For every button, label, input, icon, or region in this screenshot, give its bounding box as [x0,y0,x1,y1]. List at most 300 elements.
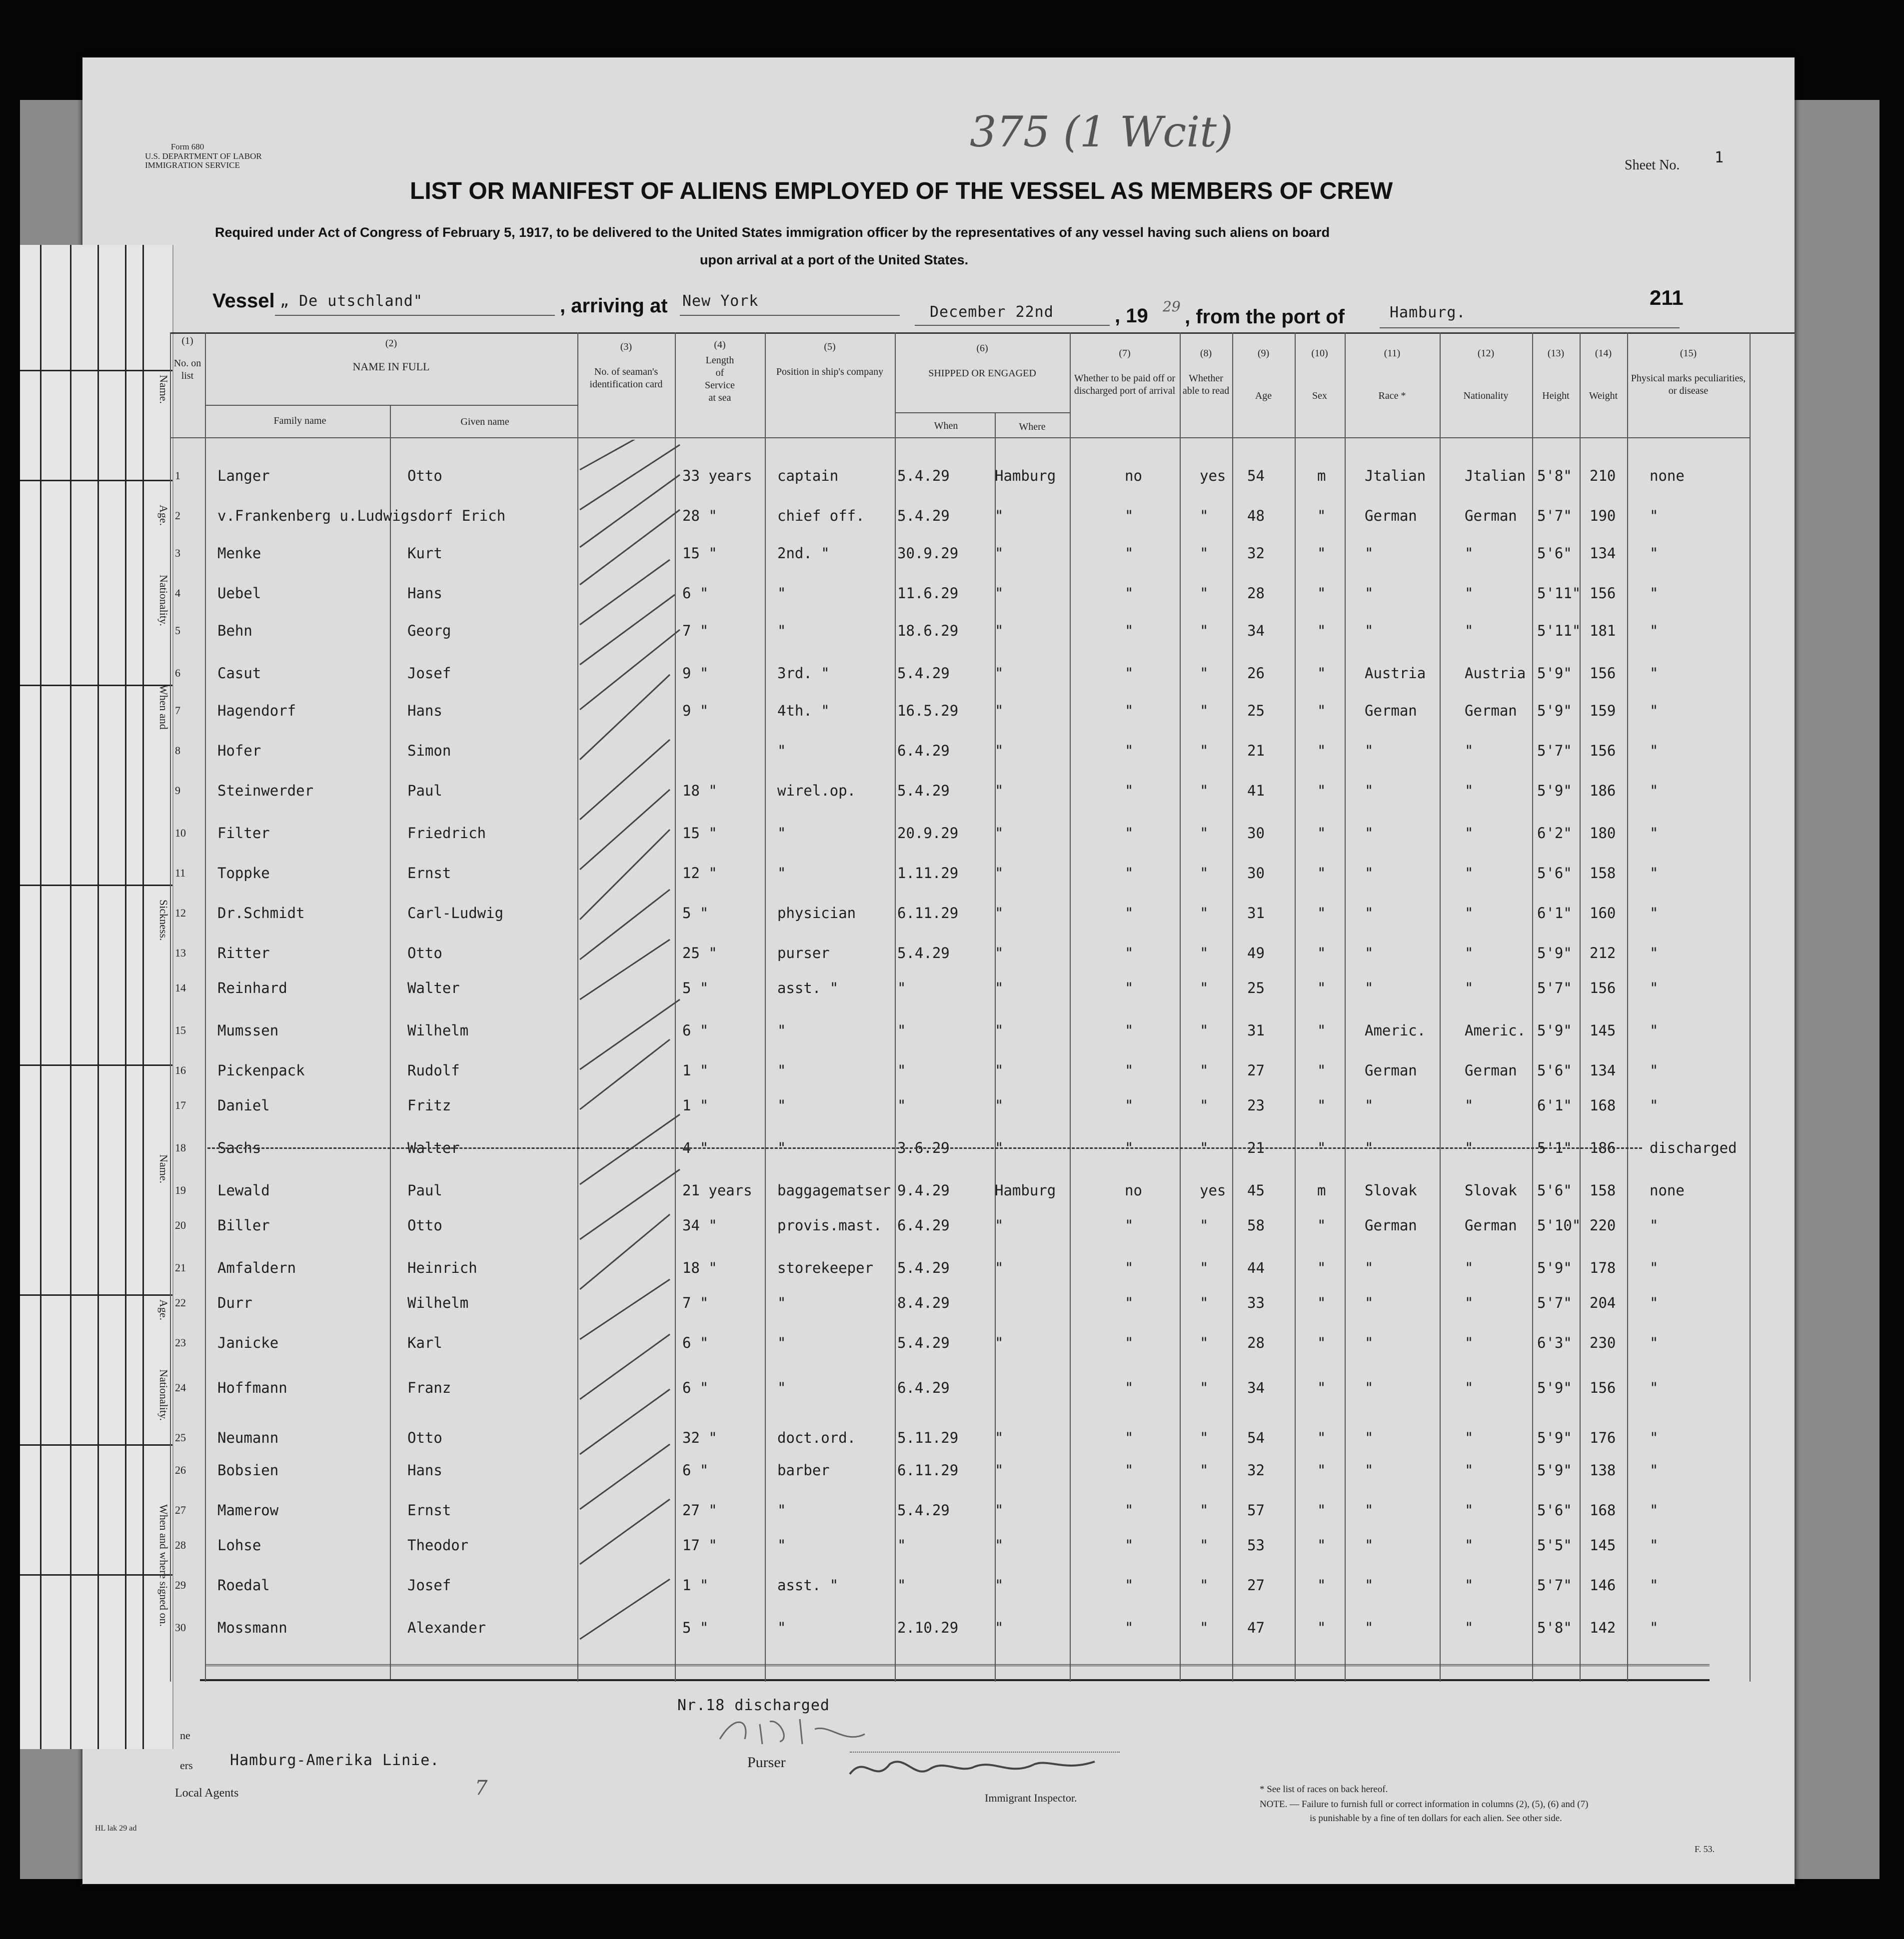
cell-weight: 142 [1590,1619,1616,1636]
cell-family: Filter [217,825,270,842]
cell-where: " [995,865,1004,882]
cell-read: " [1200,1259,1209,1276]
cell-sex: " [1317,945,1326,962]
cell-where: " [995,1577,1004,1594]
cell-age: 31 [1247,905,1265,922]
cell-when: 18.6.29 [897,622,959,639]
table-row [0,585,1904,615]
cell-sex: " [1317,665,1326,682]
table-row [0,1462,1904,1492]
cell-read: " [1200,1334,1209,1351]
service-name: IMMIGRATION SERVICE [145,160,240,170]
handwritten-reference: 375 (1 Wcit) [970,107,1233,156]
cell-no: 6 [175,667,180,679]
cell-family: Mossmann [217,1619,287,1636]
cell-weight: 156 [1590,665,1616,682]
cell-sex: " [1317,1334,1326,1351]
col2-number: (2) [385,338,397,349]
cell-age: 27 [1247,1062,1265,1079]
strip-label-name: Name. [157,375,170,404]
cell-sex: m [1317,1182,1326,1199]
strip-label-age-2: Age. [157,1299,170,1321]
cell-race: " [1365,782,1374,799]
cell-marks: " [1650,782,1659,799]
vessel-label: Vessel [212,290,275,312]
cell-read: " [1200,1217,1209,1234]
col6-heading [897,342,1067,380]
cell-height: 5'9" [1537,945,1572,962]
penalty-note-1: NOTE. — Failure to furnish full or correct information in columns (2), (5), (6) and (7) [1260,1799,1589,1810]
cell-paid: " [1125,702,1134,719]
cell-len: 5 " [682,979,709,996]
col8-heading [1182,347,1230,397]
cell-height: 5'9" [1537,1462,1572,1479]
col4-heading [677,339,762,404]
cell-marks: " [1650,1334,1659,1351]
cell-pos: 4th. " [777,702,830,719]
cell-read: " [1200,1429,1209,1446]
cell-height: 5'10" [1537,1217,1581,1234]
cell-family: Sachs [217,1139,261,1156]
cell-race: " [1365,1619,1374,1636]
cell-family: Uebel [217,585,261,602]
cell-no: 26 [175,1464,186,1476]
cell-given: Alexander [407,1619,486,1636]
cell-sex: " [1317,1217,1326,1234]
cell-given: Paul [407,782,442,799]
cell-sex: " [1317,1537,1326,1554]
cell-sex: " [1317,1097,1326,1114]
cell-race: " [1365,1259,1374,1276]
cell-height: 5'6" [1537,1062,1572,1079]
cell-family: Reinhard [217,979,287,996]
cell-nat: " [1465,905,1474,922]
cell-family: Hofer [217,742,261,759]
table-row [0,1062,1904,1092]
cell-nat: " [1465,1379,1474,1396]
sheet-number: 1 [1715,149,1725,166]
cell-height: 5'9" [1537,1259,1572,1276]
cell-no: 8 [175,744,180,757]
family-name-heading: Family name [273,415,326,426]
cell-paid: " [1125,1429,1134,1446]
cell-age: 32 [1247,545,1265,562]
cell-weight: 134 [1590,1062,1616,1079]
cell-family: Mumssen [217,1022,279,1039]
cell-nat: German [1465,702,1517,719]
table-row [0,825,1904,855]
cell-paid: " [1125,1259,1134,1276]
cell-len: 7 " [682,622,709,639]
cell-no: 28 [175,1539,186,1551]
cell-when: 5.4.29 [897,1334,950,1351]
cell-weight: 156 [1590,1379,1616,1396]
cell-family: Neumann [217,1429,279,1446]
cell-read: " [1200,1502,1209,1519]
cell-len: 7 " [682,1294,709,1311]
cell-pos: provis.mast. [777,1217,882,1234]
cell-marks: " [1650,1062,1659,1079]
cell-given: Ernst [407,865,451,882]
cell-sex: " [1317,1429,1326,1446]
cell-sex: " [1317,905,1326,922]
col9-heading [1235,347,1292,402]
cell-race: " [1365,865,1374,882]
cell-weight: 230 [1590,1334,1616,1351]
table-row [0,1334,1904,1364]
cell-height: 5'6" [1537,1182,1572,1199]
cell-pos: " [777,585,786,602]
cell-height: 5'8" [1537,467,1572,484]
cell-where: " [995,665,1004,682]
agent-label-part: ers [180,1759,193,1772]
cell-read: " [1200,1379,1209,1396]
cell-weight: 156 [1590,742,1616,759]
cell-marks: " [1650,1537,1659,1554]
cell-pos: captain [777,467,839,484]
cell-age: 33 [1247,1294,1265,1311]
cell-where: " [995,945,1004,962]
cell-sex: " [1317,1139,1326,1156]
cell-marks: none [1650,467,1685,484]
col12-label: Nationality [1463,390,1509,401]
form-id-block [145,142,262,170]
cell-height: 5'7" [1537,979,1572,996]
arriving-label: , arriving at [560,295,668,317]
cell-when: 6.11.29 [897,905,959,922]
cell-height: 5'7" [1537,1577,1572,1594]
cell-nat: " [1465,622,1474,639]
cell-no: 13 [175,947,186,959]
cell-nat: " [1465,1139,1474,1156]
cell-no: 11 [175,867,186,879]
cell-when: 5.4.29 [897,665,950,682]
cell-race: " [1365,825,1374,842]
cell-where: " [995,622,1004,639]
col7-number: (7) [1119,348,1131,359]
subtitle-line-2: upon arrival at a port of the United States. [700,252,969,267]
col12-heading [1442,347,1530,402]
strip-label-sickness: Sickness. [157,900,170,941]
cell-len: 21 years [682,1182,752,1199]
cell-where: " [995,1097,1004,1114]
cell-weight: 212 [1590,945,1616,962]
cell-pos: 2nd. " [777,545,830,562]
cell-read: yes [1200,1182,1226,1199]
col7-label: Whether to be paid off or discharged port of arrival [1074,373,1176,396]
inspector-label: Immigrant Inspector. [985,1792,1077,1804]
table-row [0,1022,1904,1052]
page-number: 211 [1650,286,1684,309]
cell-sex: " [1317,1022,1326,1039]
cell-len: 5 " [682,1619,709,1636]
cell-read: " [1200,905,1209,922]
cell-age: 21 [1247,1139,1265,1156]
cell-age: 44 [1247,1259,1265,1276]
cell-weight: 156 [1590,585,1616,602]
cell-paid: " [1125,1334,1134,1351]
cell-where: " [995,1619,1004,1636]
col4-label: Length of Service at sea [705,355,735,403]
cell-where: " [995,1429,1004,1446]
cell-height: 5'8" [1537,1619,1572,1636]
col12-number: (12) [1477,348,1495,359]
subtitle-line-1: Required under Act of Congress of February 5, 1917, to be delivered to the United States immigration officer by the representatives of any vessel having such aliens on board [215,225,1330,240]
table-row [0,742,1904,772]
cell-height: 5'9" [1537,702,1572,719]
cell-read: " [1200,1139,1209,1156]
cell-sex: m [1317,467,1326,484]
cell-age: 48 [1247,507,1265,524]
cell-pos: " [777,622,786,639]
cell-pos: " [777,1334,786,1351]
cell-read: " [1200,1462,1209,1479]
col9-label: Age [1255,390,1272,401]
arrival-date: December 22nd [930,303,1054,321]
col9-number: (9) [1257,348,1270,359]
cell-weight: 186 [1590,782,1616,799]
cell-height: 5'5" [1537,1537,1572,1554]
cell-height: 5'6" [1537,1502,1572,1519]
sheet-number-label: Sheet No. [1625,157,1680,173]
cell-family: Hagendorf [217,702,296,719]
table-row [0,545,1904,575]
cell-paid: no [1125,467,1142,484]
cell-where: " [995,1259,1004,1276]
race-note: * See list of races on back hereof. [1260,1784,1388,1795]
cell-given: Hans [407,702,442,719]
table-row [0,979,1904,1009]
col1-heading [172,335,202,382]
purser-signature [715,1709,885,1754]
cell-marks: " [1650,702,1659,719]
strip-label-when: When and [157,685,170,730]
cell-no: 21 [175,1261,186,1274]
cell-paid: " [1125,1619,1134,1636]
cell-len: 6 " [682,1462,709,1479]
cell-paid: " [1125,825,1134,842]
cell-age: 25 [1247,702,1265,719]
cell-pos: wirel.op. [777,782,856,799]
cell-when: 5.4.29 [897,782,950,799]
cell-height: 5'11" [1537,585,1581,602]
cell-where: " [995,1022,1004,1039]
cell-read: " [1200,702,1209,719]
cell-paid: " [1125,945,1134,962]
col15-heading [1630,347,1747,397]
cell-when: 5.4.29 [897,945,950,962]
cell-paid: " [1125,622,1134,639]
cell-read: " [1200,1062,1209,1079]
cell-weight: 158 [1590,1182,1616,1199]
vessel-name: „ De utschland" [280,292,423,310]
shipping-agent: Hamburg-Amerika Linie. [230,1752,440,1769]
cell-len: 4 " [682,1139,709,1156]
cell-read: " [1200,865,1209,882]
cell-family: Steinwerder [217,782,314,799]
table-row [0,1619,1904,1649]
departure-port: Hamburg. [1390,304,1466,321]
cell-len: 18 " [682,782,717,799]
local-agents-label: Local Agents [175,1787,239,1800]
cell-pos: " [777,825,786,842]
cell-nat: " [1465,865,1474,882]
cell-height: 6'2" [1537,825,1572,842]
form-code: F. 53. [1695,1844,1715,1854]
cell-no: 5 [175,624,180,637]
col8-label: Whether able to read [1182,373,1230,396]
cell-nat: Austria [1465,665,1526,682]
cell-height: 5'9" [1537,665,1572,682]
cell-when: " [897,1022,906,1039]
cell-when: " [897,1577,906,1594]
cell-nat: " [1465,1619,1474,1636]
cell-sex: " [1317,1619,1326,1636]
form-number: Form 680 [170,142,204,151]
cell-family: Langer [217,467,270,484]
cell-where: " [995,1462,1004,1479]
cell-marks: " [1650,1577,1659,1594]
cell-paid: " [1125,782,1134,799]
cell-race: " [1365,1334,1374,1351]
cell-marks: none [1650,1182,1685,1199]
cell-age: 27 [1247,1577,1265,1594]
cell-nat: " [1465,742,1474,759]
cell-no: 4 [175,587,180,599]
cell-age: 31 [1247,1022,1265,1039]
year-prefix: , 19 [1115,305,1148,327]
cell-paid: " [1125,905,1134,922]
cell-weight: 181 [1590,622,1616,639]
cell-len: 25 " [682,945,717,962]
cell-pos: " [777,1537,786,1554]
cell-marks: " [1650,1429,1659,1446]
cell-marks: " [1650,865,1659,882]
cell-family: Biller [217,1217,270,1234]
col10-label: Sex [1312,390,1327,401]
cell-paid: " [1125,979,1134,996]
cell-paid: no [1125,1182,1142,1199]
cell-race: " [1365,545,1374,562]
cell-no: 15 [175,1024,186,1036]
cell-read: " [1200,622,1209,639]
cell-when: 11.6.29 [897,585,959,602]
col6-label: SHIPPED OR ENGAGED [928,368,1036,379]
cell-sex: " [1317,742,1326,759]
cell-given: Paul [407,1182,442,1199]
cell-weight: 186 [1590,1139,1616,1156]
table-row [0,782,1904,812]
cell-when: 20.9.29 [897,825,959,842]
penalty-note-2: is punishable by a fine of ten dollars for each alien. See other side. [1310,1813,1562,1824]
cell-where: " [995,1217,1004,1234]
cell-race: " [1365,585,1374,602]
cell-sex: " [1317,1502,1326,1519]
cell-weight: 160 [1590,905,1616,922]
cell-age: 25 [1247,979,1265,996]
cell-when: 9.4.29 [897,1182,950,1199]
print-code: HL lak 29 ad [95,1824,137,1833]
cell-weight: 168 [1590,1502,1616,1519]
cell-marks: " [1650,1502,1659,1519]
cell-race: " [1365,1502,1374,1519]
cell-marks: " [1650,979,1659,996]
handwritten-mark: 7 [475,1777,488,1800]
cell-sex: " [1317,865,1326,882]
cell-nat: German [1465,1217,1517,1234]
cell-nat: " [1465,1577,1474,1594]
cell-paid: " [1125,507,1134,524]
cell-given: Friedrich [407,825,486,842]
cell-age: 28 [1247,585,1265,602]
cell-family: Durr [217,1294,252,1311]
cell-pos: doct.ord. [777,1429,856,1446]
cell-given: Wilhelm [407,1022,469,1039]
cell-when: 6.11.29 [897,1462,959,1479]
cell-age: 57 [1247,1502,1265,1519]
table-row [0,1294,1904,1324]
cell-len: 6 " [682,1334,709,1351]
table-row [0,665,1904,695]
table-row [0,1537,1904,1567]
cell-read: " [1200,1294,1209,1311]
cell-when: 5.4.29 [897,507,950,524]
cell-read: " [1200,585,1209,602]
cell-race: " [1365,1294,1374,1311]
cell-given: Walter [407,1139,460,1156]
cell-read: yes [1200,467,1226,484]
cell-no: 25 [175,1431,186,1444]
col5-heading [767,341,892,378]
cell-age: 54 [1247,1429,1265,1446]
cell-sex: " [1317,507,1326,524]
cell-race: " [1365,1379,1374,1396]
cell-age: 26 [1247,665,1265,682]
cell-no: 29 [175,1579,186,1591]
cell-race: Austria [1365,665,1426,682]
cell-weight: 180 [1590,825,1616,842]
cell-marks: discharged [1650,1139,1737,1156]
cell-nat: " [1465,585,1474,602]
col11-heading [1347,347,1437,402]
cell-len: 18 " [682,1259,717,1276]
cell-marks: " [1650,665,1659,682]
col1-number: (1) [181,335,193,346]
cell-no: 22 [175,1296,186,1309]
cell-race: Slovak [1365,1182,1417,1199]
cell-when: " [897,1097,906,1114]
cell-when: " [897,979,906,996]
cell-when: 8.4.29 [897,1294,950,1311]
cell-race: German [1365,507,1417,524]
shipped-where-heading: Where [1019,421,1046,432]
cell-nat: " [1465,945,1474,962]
cell-paid: " [1125,1502,1134,1519]
cell-len: 6 " [682,1022,709,1039]
cell-read: " [1200,742,1209,759]
table-row [0,1577,1904,1607]
cell-read: " [1200,1577,1209,1594]
cell-height: 5'7" [1537,507,1572,524]
from-port-label: , from the port of [1185,306,1345,328]
col14-number: (14) [1595,348,1612,359]
col3-label: No. of seaman's identification card [589,366,663,390]
col6-number: (6) [976,343,988,354]
cell-no: 2 [175,509,180,522]
cell-age: 47 [1247,1619,1265,1636]
col13-number: (13) [1547,348,1565,359]
cell-no: 12 [175,907,186,919]
